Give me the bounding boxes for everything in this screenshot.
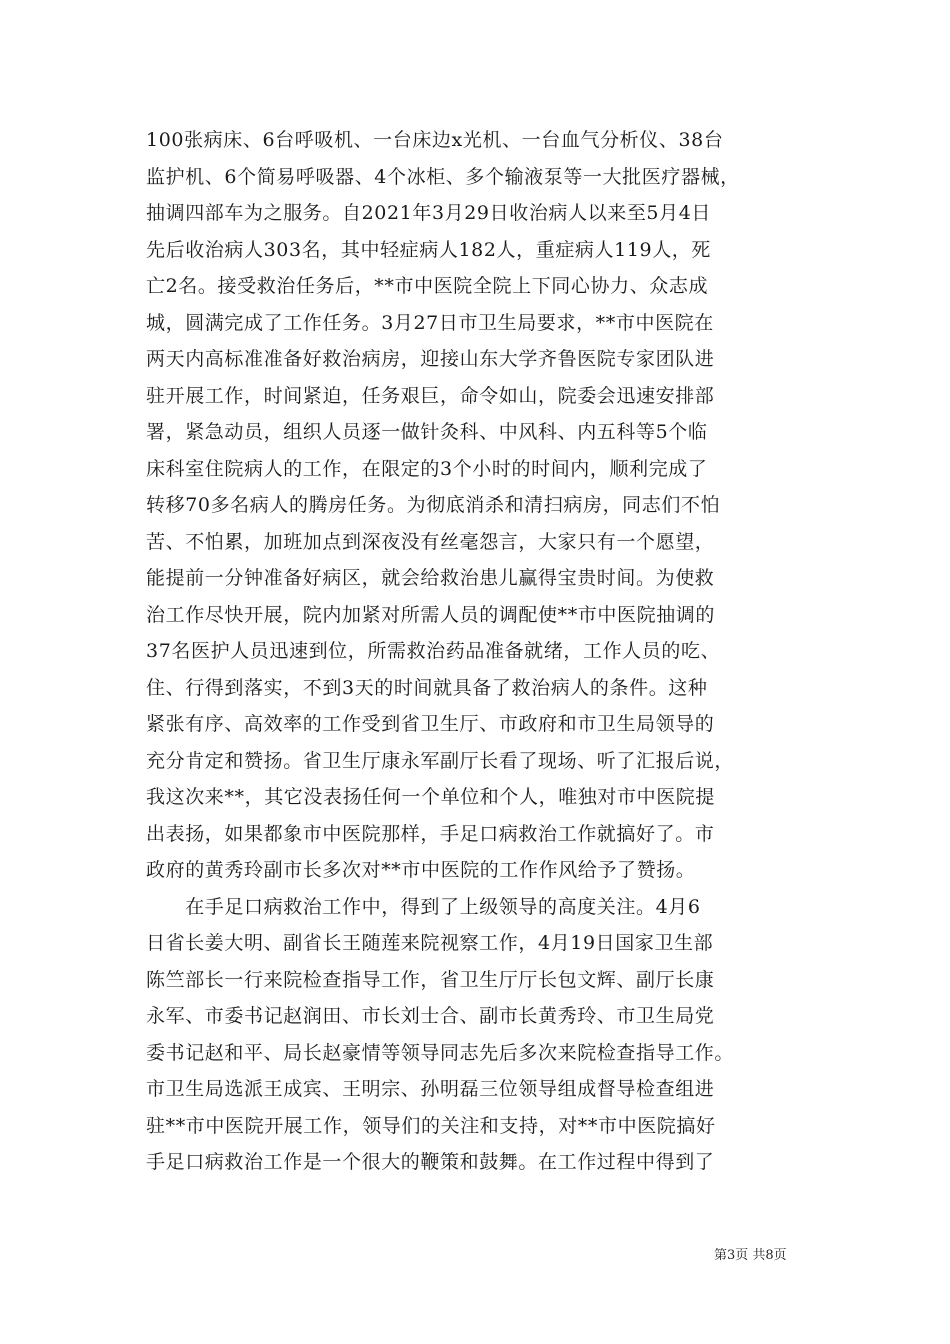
text-line: 亡2名。接受救治任务后，**市中医院全院上下同心协力、众志成 [146, 275, 709, 297]
text-line: 转移70多名病人的腾房任务。为彻底消杀和清扫病房，同志们不怕 [146, 494, 721, 516]
text-line: 苦、不怕累，加班加点到深夜没有丝毫怨言，大家只有一个愿望， [146, 531, 715, 553]
text-line: 市卫生局选派王成宾、王明宗、孙明磊三位领导组成督导检查组进 [146, 1078, 715, 1100]
text-line: 监护机、6个简易呼吸器、4个冰柜、多个输液泵等一大批医疗器械， [146, 166, 740, 188]
text-line: 治工作尽快开展，院内加紧对所需人员的调配使**市中医院抽调的 [146, 604, 716, 626]
text-line: 署，紧急动员，组织人员逐一做针灸科、中风科、内五科等5个临 [146, 421, 708, 443]
text-line: 能提前一分钟准备好病区，就会给救治患儿赢得宝贵时间。为使救 [146, 567, 715, 589]
text-line: 永军、市委书记赵润田、市长刘士合、副市长黄秀玲、市卫生局党 [146, 1005, 715, 1027]
text-line: 37名医护人员迅速到位，所需救治药品准备就绪，工作人员的吃、 [146, 640, 721, 662]
text-line: 抽调四部车为之服务。自2021年3月29日收治病人以来至5月4日 [146, 202, 711, 224]
text-line: 我这次来**，其它没表扬任何一个单位和个人，唯独对市中医院提 [146, 786, 716, 808]
text-line: 驻**市中医院开展工作，领导们的关注和支持，对**市中医院搞好 [146, 1115, 716, 1137]
text-line: 驻开展工作，时间紧迫，任务艰巨，命令如山，院委会迅速安排部 [146, 385, 715, 407]
text-line: 紧张有序、高效率的工作受到省卫生厅、市政府和市卫生局领导的 [146, 713, 715, 735]
text-line: 100张病床、6台呼吸机、一台床边x光机、一台血气分析仪、38台 [146, 129, 724, 151]
text-line: 委书记赵和平、局长赵豪情等领导同志先后多次来院检查指导工作。 [146, 1042, 735, 1064]
text-line: 充分肯定和赞扬。省卫生厅康永军副厅长看了现场、听了汇报后说， [146, 750, 735, 772]
text-line: 政府的黄秀玲副市长多次对**市中医院的工作作风给予了赞扬。 [146, 859, 696, 881]
text-line: 陈竺部长一行来院检查指导工作，省卫生厅厅长包文辉、副厅长康 [146, 969, 715, 991]
text-line: 床科室住院病人的工作，在限定的3个小时的时间内，顺利完成了 [146, 458, 708, 480]
text-line: 城，圆满完成了工作任务。3月27日市卫生局要求，**市中医院在 [146, 312, 714, 334]
page-number-footer: 第3页 共8页 [714, 1248, 787, 1263]
text-line: 在手足口病救治工作中，得到了上级领导的高度关注。4月6 [146, 896, 701, 918]
text-line: 出表扬，如果都象市中医院那样，手足口病救治工作就搞好了。市 [146, 823, 715, 845]
text-line: 日省长姜大明、副省长王随莲来院视察工作，4月19日国家卫生部 [146, 932, 714, 954]
text-line: 住、行得到落实，不到3天的时间就具备了救治病人的条件。这种 [146, 677, 708, 699]
text-line: 手足口病救治工作是一个很大的鞭策和鼓舞。在工作过程中得到了 [146, 1151, 715, 1173]
text-line: 先后收治病人303名，其中轻症病人182人，重症病人119人，死 [146, 239, 711, 261]
text-line: 两天内高标准准备好救治病房，迎接山东大学齐鲁医院专家团队进 [146, 348, 715, 370]
